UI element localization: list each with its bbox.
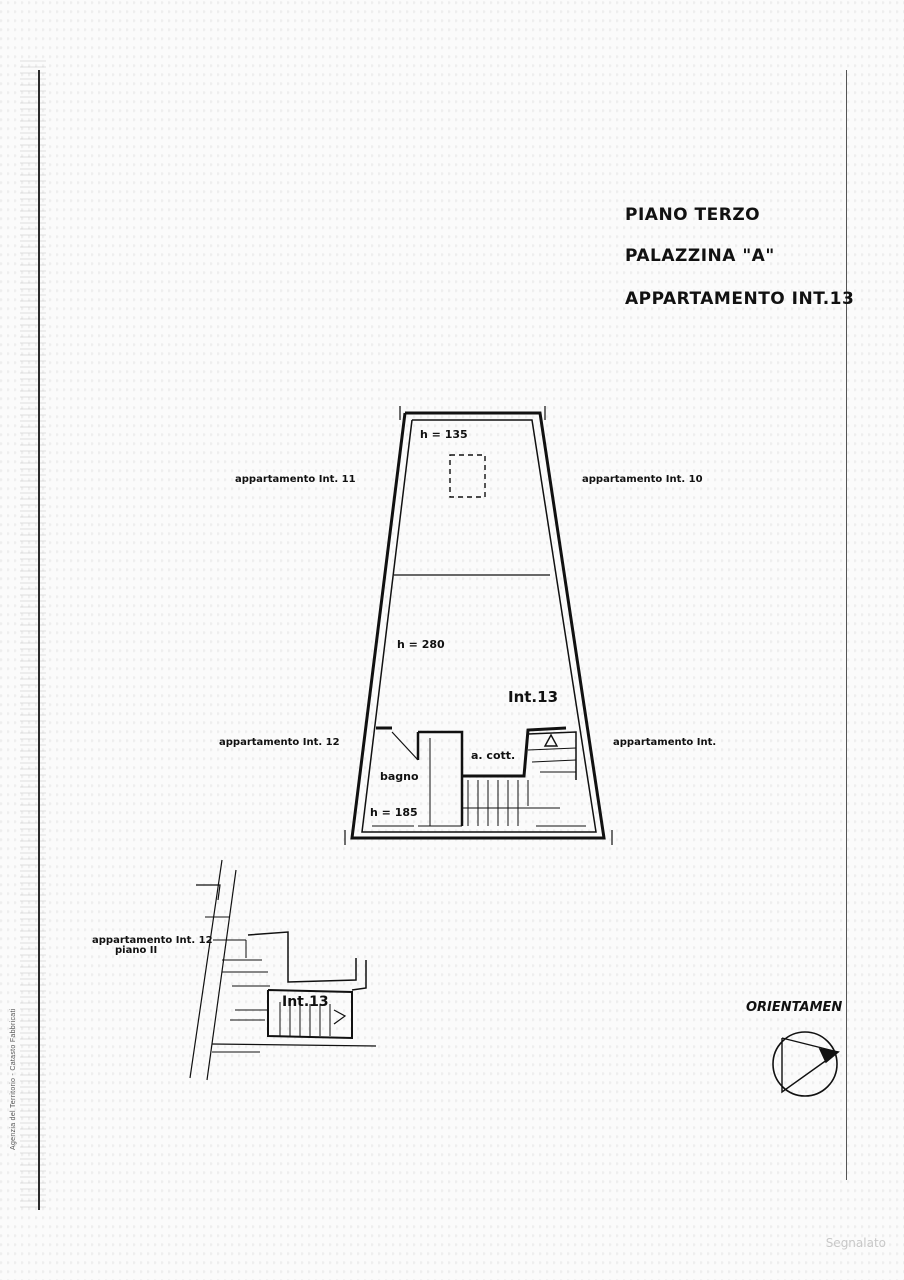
floor-title: PIANO TERZO (625, 205, 761, 225)
key-plan-drawing (190, 860, 376, 1080)
neighbour-label-int-10: appartamento Int. 10 (582, 474, 703, 485)
side-stamp-text: Agenzia del Territorio - Catasto Fabbricati (10, 1008, 17, 1150)
building-title: PALAZZINA "A" (625, 246, 775, 266)
watermark-text: Segnalato (825, 1236, 886, 1250)
kitchenette-label: a. cott. (471, 749, 516, 762)
height-label-middle: h = 280 (397, 638, 445, 651)
orientation-label: ORIENTAMEN (746, 1000, 843, 1015)
neighbour-label-int-11: appartamento Int. 11 (235, 474, 356, 485)
neighbour-label-right: appartamento Int. (613, 737, 717, 748)
key-plan-floor-label: piano II (115, 945, 158, 956)
neighbour-label-int-12: appartamento Int. 12 (219, 737, 340, 748)
skylight-dashed (450, 455, 485, 497)
height-label-top: h = 135 (420, 428, 468, 441)
apartment-title: APPARTAMENTO INT.13 (625, 289, 855, 309)
key-plan-neighbour-label: appartamento Int. 12 (92, 935, 213, 946)
north-arrow-symbol (773, 1032, 838, 1096)
stair-direction-arrow (545, 735, 557, 746)
height-label-bottom: h = 185 (370, 806, 418, 819)
key-plan-unit-label: Int.13 (282, 994, 329, 1010)
unit-label: Int.13 (508, 688, 559, 706)
bathroom-label: bagno (380, 770, 419, 783)
